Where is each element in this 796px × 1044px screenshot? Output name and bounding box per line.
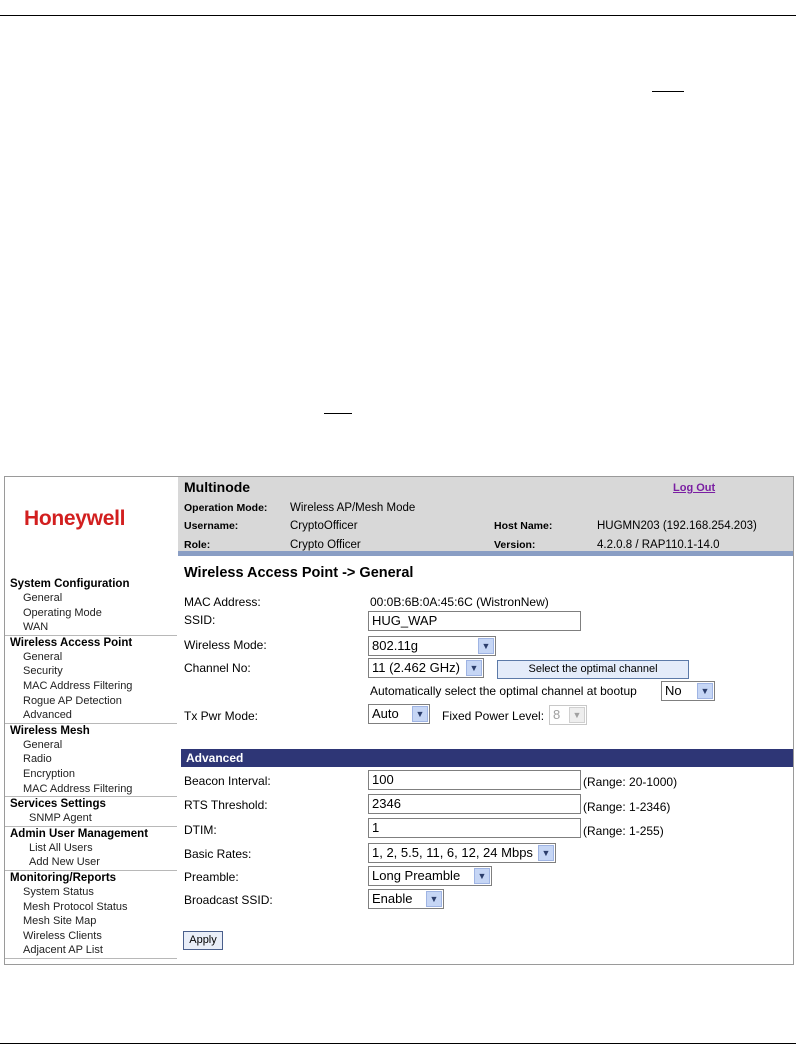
- sidebar-section-wireless-mesh: Wireless Mesh: [5, 723, 177, 738]
- fixed-power-label: Fixed Power Level:: [442, 709, 545, 723]
- sidebar: [5, 577, 177, 960]
- rts-range-hint: (Range: 1-2346): [583, 800, 671, 814]
- sidebar-item-snmp-agent[interactable]: SNMP Agent: [29, 812, 92, 825]
- chevron-down-icon: ▼: [474, 868, 490, 884]
- sidebar-section-wireless-access-point: Wireless Access Point: [5, 635, 177, 650]
- username-label: Username:: [184, 520, 239, 532]
- sidebar-item-system-status[interactable]: System Status: [23, 885, 94, 898]
- version-label: Version:: [494, 539, 536, 551]
- role-row: [184, 539, 794, 551]
- sidebar-item-rogue-ap-detection[interactable]: Rogue AP Detection: [23, 694, 122, 707]
- text-underline-mark: [324, 413, 352, 414]
- role-value: Crypto Officer: [290, 539, 361, 551]
- mac-address-label: MAC Address:: [184, 595, 261, 609]
- dtim-range-hint: (Range: 1-255): [583, 824, 664, 838]
- broadcast-ssid-label: Broadcast SSID:: [184, 893, 273, 907]
- sidebar-item-ap-general[interactable]: General: [23, 650, 63, 663]
- wireless-mode-label: Wireless Mode:: [184, 638, 267, 652]
- logout-link[interactable]: Log Out: [673, 482, 716, 494]
- page-title: Wireless Access Point -> General: [184, 565, 414, 581]
- channel-select[interactable]: [368, 658, 484, 678]
- advanced-section-header: Advanced: [181, 749, 794, 767]
- sidebar-item-mesh-mac-filtering[interactable]: MAC Address Filtering: [23, 782, 133, 795]
- chevron-down-icon: ▼: [478, 638, 494, 654]
- chevron-down-icon: ▼: [697, 683, 713, 699]
- beacon-interval-label: Beacon Interval:: [184, 774, 271, 788]
- header: [178, 477, 794, 551]
- rts-threshold-label: RTS Threshold:: [184, 798, 268, 812]
- rts-threshold-input[interactable]: 2346: [368, 794, 581, 814]
- text-underline-mark: [652, 91, 684, 92]
- auto-optimal-value: No: [665, 683, 682, 698]
- host-name-label: Host Name:: [494, 520, 553, 532]
- operation-mode-label: Operation Mode:: [184, 502, 268, 514]
- app-title: Multinode: [184, 479, 251, 495]
- fixed-power-select[interactable]: [549, 705, 587, 725]
- operation-mode-row: [184, 502, 416, 514]
- top-rule: [0, 15, 796, 16]
- apply-button[interactable]: Apply: [183, 931, 223, 950]
- version-value: 4.2.0.8 / RAP110.1-14.0: [597, 539, 720, 551]
- sidebar-section-monitoring-reports: Monitoring/Reports: [5, 870, 177, 885]
- sidebar-section-system-configuration: System Configuration: [10, 578, 130, 590]
- ssid-input[interactable]: HUG_WAP: [368, 611, 581, 631]
- sidebar-item-mesh-site-map[interactable]: Mesh Site Map: [23, 915, 97, 928]
- sidebar-item-mesh-radio[interactable]: Radio: [23, 753, 52, 766]
- sidebar-item-general[interactable]: General: [23, 592, 63, 604]
- wireless-mode-value: 802.11g: [372, 638, 419, 653]
- sidebar-item-mesh-protocol-status[interactable]: Mesh Protocol Status: [23, 900, 128, 913]
- wireless-mode-select[interactable]: [368, 636, 496, 656]
- tx-pwr-mode-value: Auto: [372, 706, 399, 721]
- username-row: [184, 520, 794, 532]
- auto-optimal-select[interactable]: [661, 681, 715, 701]
- sidebar-item-ap-advanced[interactable]: Advanced: [23, 709, 72, 722]
- host-name-value: HUGMN203 (192.168.254.203): [597, 520, 757, 532]
- beacon-interval-input[interactable]: 100: [368, 770, 581, 790]
- sidebar-item-ap-mac-filtering[interactable]: MAC Address Filtering: [23, 679, 133, 692]
- ssid-label: SSID:: [184, 613, 216, 627]
- sidebar-item-list-all-users[interactable]: List All Users: [29, 841, 93, 854]
- sidebar-item-mesh-general[interactable]: General: [23, 738, 63, 751]
- sidebar-item-mesh-encryption[interactable]: Encryption: [23, 767, 75, 780]
- fixed-power-value: 8: [553, 707, 561, 722]
- preamble-value: Long Preamble: [372, 868, 461, 883]
- sidebar-item-wan[interactable]: WAN: [23, 621, 49, 634]
- basic-rates-select[interactable]: [368, 843, 556, 863]
- broadcast-ssid-value: Enable: [372, 891, 413, 906]
- sidebar-section-admin-user-management: Admin User Management: [5, 826, 177, 841]
- chevron-down-icon: ▼: [538, 845, 554, 861]
- sidebar-item-add-new-user[interactable]: Add New User: [29, 856, 100, 869]
- sidebar-item-wireless-clients[interactable]: Wireless Clients: [23, 929, 102, 942]
- select-optimal-channel-button[interactable]: Select the optimal channel: [497, 660, 689, 679]
- sidebar-item-adjacent-ap-list[interactable]: Adjacent AP List: [23, 944, 103, 957]
- mac-address-value: 00:0B:6B:0A:45:6C (WistronNew): [370, 595, 549, 609]
- operation-mode-value: Wireless AP/Mesh Mode: [290, 502, 416, 514]
- sidebar-item-operating-mode[interactable]: Operating Mode: [23, 606, 102, 619]
- chevron-down-icon: ▼: [426, 891, 442, 907]
- role-label: Role:: [184, 539, 211, 551]
- sidebar-end-divider: [5, 958, 177, 960]
- chevron-down-icon: ▼: [412, 706, 428, 722]
- sidebar-item-ap-security[interactable]: Security: [23, 665, 63, 678]
- tx-pwr-mode-label: Tx Pwr Mode:: [184, 709, 259, 723]
- channel-value: 11 (2.462 GHz): [372, 660, 460, 675]
- preamble-label: Preamble:: [184, 870, 239, 884]
- preamble-select[interactable]: [368, 866, 492, 886]
- main-content: [178, 556, 794, 965]
- dtim-input[interactable]: 1: [368, 818, 581, 838]
- chevron-down-icon: ▼: [569, 707, 585, 723]
- sidebar-section-services-settings: Services Settings: [5, 796, 177, 811]
- username-value: CryptoOfficer: [290, 520, 358, 532]
- broadcast-ssid-select[interactable]: [368, 889, 444, 909]
- basic-rates-label: Basic Rates:: [184, 847, 252, 861]
- auto-optimal-label: Automatically select the optimal channel at bootup: [370, 684, 637, 698]
- chevron-down-icon: ▼: [466, 660, 482, 676]
- tx-pwr-mode-select[interactable]: [368, 704, 430, 724]
- honeywell-logo: Honeywell: [24, 507, 126, 530]
- logo-area: [5, 477, 178, 551]
- basic-rates-value: 1, 2, 5.5, 11, 6, 12, 24 Mbps: [372, 845, 533, 860]
- dtim-label: DTIM:: [184, 823, 217, 837]
- channel-label: Channel No:: [184, 661, 251, 675]
- beacon-range-hint: (Range: 20-1000): [583, 775, 678, 789]
- web-ui-screenshot: [4, 476, 794, 965]
